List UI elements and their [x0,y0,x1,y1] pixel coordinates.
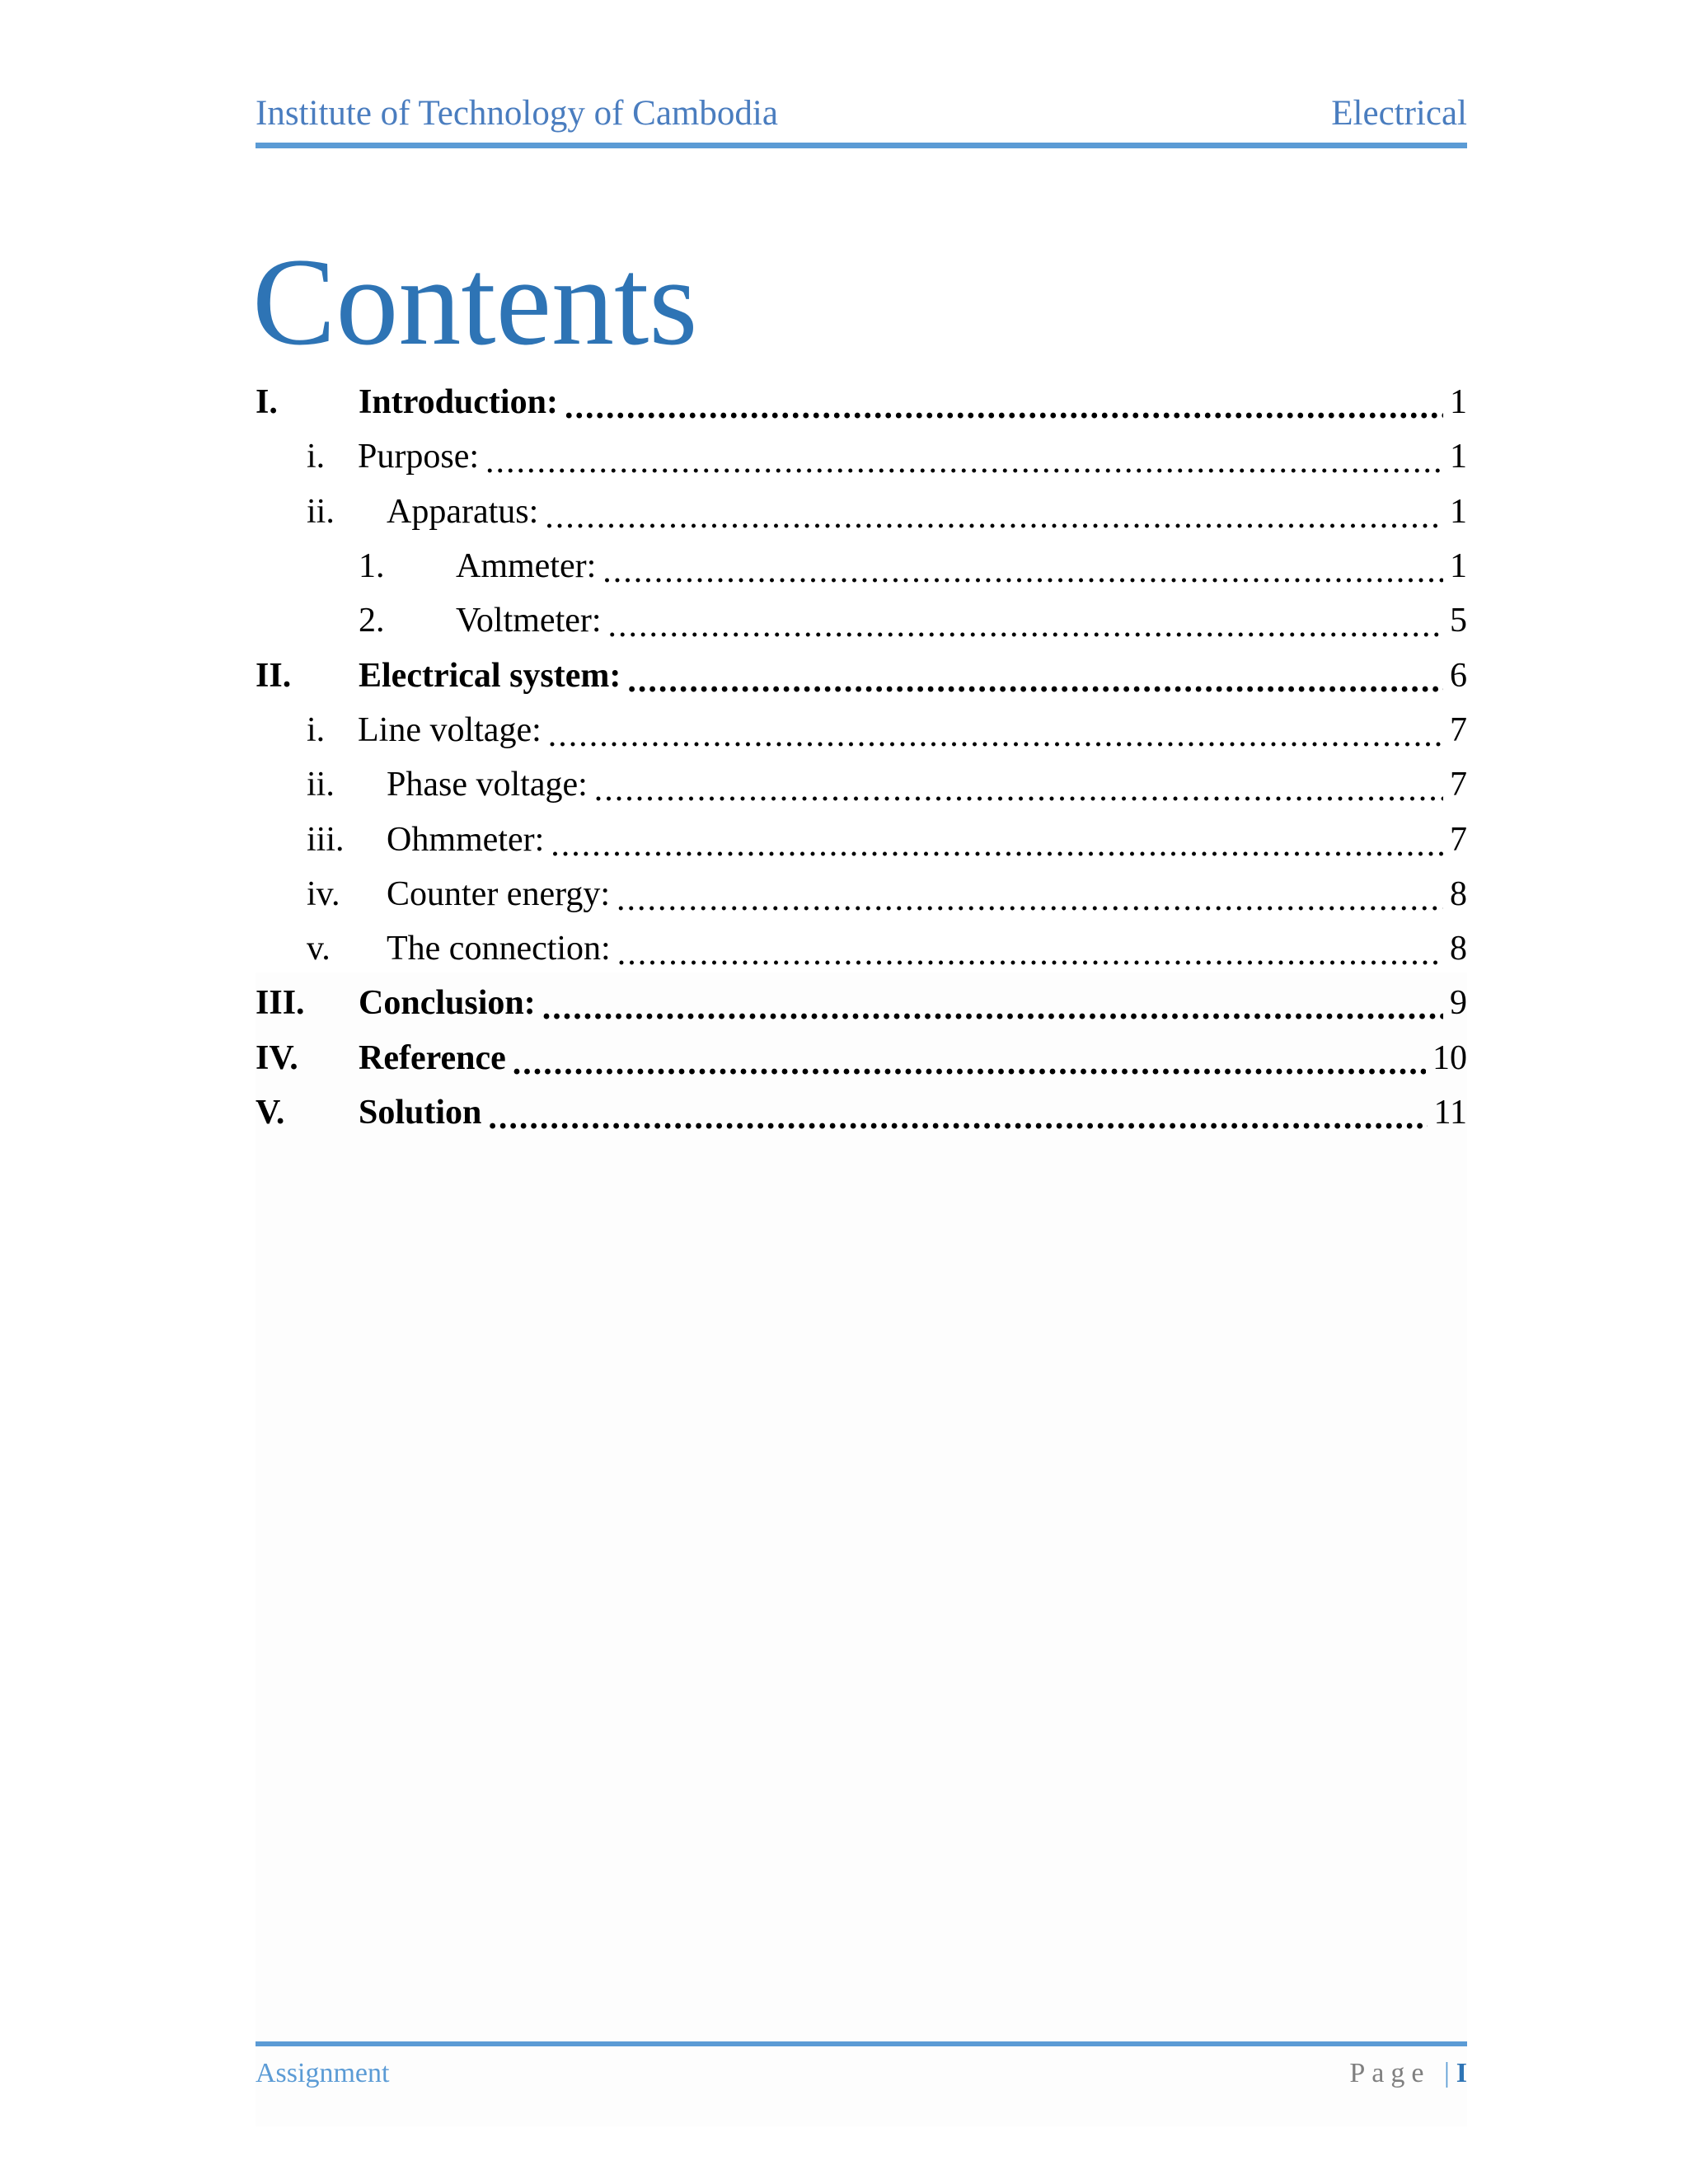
toc-dot-leader [551,827,1443,862]
toc-number: IV. [256,1038,298,1077]
toc-entry-solution[interactable] [256,1085,1467,1140]
toc-dot-leader [545,499,1443,534]
toc-page-number[interactable]: 5 [1450,602,1467,640]
toc-page-number[interactable]: 7 [1450,766,1467,804]
toc-dot-leader [617,882,1443,916]
toc-entry-voltmeter[interactable] [256,593,1467,648]
toc-number: III. [256,984,305,1023]
toc-entry-ohmmeter[interactable] [256,812,1467,866]
toc-page-number[interactable]: 11 [1433,1094,1467,1132]
toc-entry-counter-energy[interactable] [256,867,1467,921]
toc-page-number[interactable]: 8 [1450,930,1467,968]
toc-dot-leader [627,663,1443,698]
toc-dot-leader [608,608,1443,643]
header-department: Electrical [1331,94,1467,133]
toc-number: iii. [307,820,345,859]
toc-label[interactable]: Phase voltage: [387,766,588,804]
toc-label[interactable]: Reference [359,1038,506,1077]
toc-number: II. [256,656,292,695]
toc-dot-leader [542,991,1443,1025]
toc-label[interactable]: Apparatus: [387,492,539,531]
toc-page-number[interactable]: 7 [1450,710,1467,749]
toc-page-number[interactable]: 1 [1450,383,1467,422]
toc-page-number[interactable]: 7 [1450,820,1467,859]
toc-label[interactable]: Counter energy: [387,874,610,913]
toc-entry-conclusion[interactable] [256,976,1467,1030]
footer-separator: | [1443,2058,1450,2088]
toc-number: i. [307,438,326,476]
toc-label[interactable]: Conclusion: [359,984,536,1023]
toc-page-number[interactable]: 9 [1450,984,1467,1023]
footer-page-label: Page [1349,2058,1431,2088]
toc-number: 1. [359,547,385,586]
toc-label[interactable]: Voltmeter: [456,602,602,640]
toc-page-number[interactable]: 6 [1450,656,1467,695]
footer-label: Assignment [256,2058,390,2088]
toc-dot-leader [485,444,1443,479]
toc-label[interactable]: Introduction: [359,383,558,422]
toc-entry-the-connection[interactable] [256,921,1467,976]
footer-page-indicator [1349,2058,1467,2089]
footer-rule [256,2041,1467,2046]
toc-title: Contents [252,232,698,371]
toc-page-number[interactable]: 1 [1450,492,1467,531]
toc-entry-purpose[interactable] [256,429,1467,484]
header-institution: Institute of Technology of Cambodia [256,94,778,133]
toc-label[interactable]: Ammeter: [456,547,597,586]
toc-number: V. [256,1094,285,1132]
toc-number: v. [307,930,331,968]
toc-number: i. [307,710,326,749]
footer-page-number: I [1456,2058,1467,2088]
toc-dot-leader [617,936,1443,971]
toc-dot-leader [488,1100,1427,1135]
toc-label[interactable]: Line voltage: [358,710,542,749]
toc-number: iv. [307,874,340,913]
header-rule [256,143,1467,148]
toc-entry-line-voltage[interactable] [256,703,1467,757]
page-footer [256,2041,1467,2099]
toc-entry-reference[interactable] [256,1031,1467,1085]
table-of-contents [256,375,1467,1140]
toc-entry-apparatus[interactable] [256,485,1467,539]
toc-entry-introduction[interactable] [256,375,1467,429]
toc-label[interactable]: Ohmmeter: [387,820,545,859]
toc-label[interactable]: Solution [359,1094,482,1132]
page-header [256,89,1467,148]
toc-page-number[interactable]: 1 [1450,438,1467,476]
toc-dot-leader [565,390,1443,424]
toc-page-number[interactable]: 1 [1450,547,1467,586]
page-background [256,972,1467,2126]
toc-number: I. [256,383,278,422]
toc-entry-electrical-system[interactable] [256,648,1467,702]
toc-label[interactable]: Purpose: [358,438,479,476]
toc-label[interactable]: Electrical system: [359,656,621,695]
toc-number: ii. [307,492,335,531]
toc-dot-leader [594,772,1443,807]
toc-page-number[interactable]: 10 [1432,1038,1467,1077]
toc-dot-leader [548,718,1443,752]
toc-entry-phase-voltage[interactable] [256,757,1467,812]
toc-dot-leader [603,554,1443,588]
toc-number: ii. [307,766,335,804]
toc-label[interactable]: The connection: [387,930,611,968]
toc-page-number[interactable]: 8 [1450,874,1467,913]
toc-entry-ammeter[interactable] [256,539,1467,593]
toc-number: 2. [359,602,385,640]
toc-dot-leader [513,1046,1426,1080]
